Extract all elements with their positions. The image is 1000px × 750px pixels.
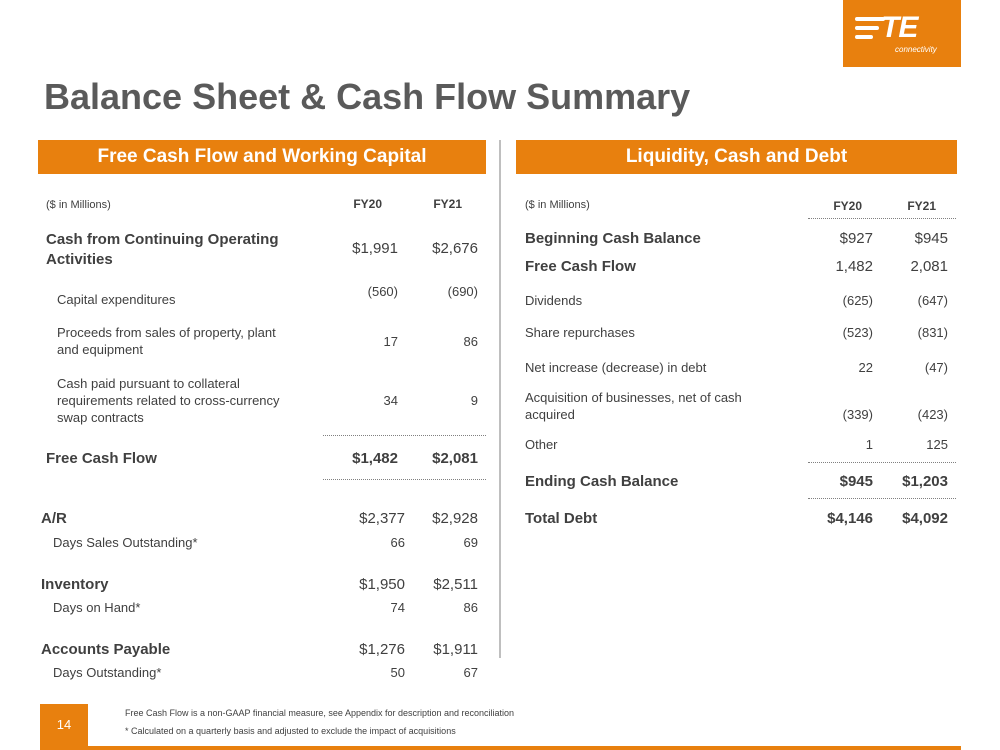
cfo-fy20: $1,991	[352, 240, 398, 257]
ap-label: Accounts Payable	[41, 641, 171, 658]
footnote-1: Free Cash Flow is a non-GAAP financial measure, see Appendix for description and reconciliation	[125, 708, 515, 718]
dpo-fy20: 50	[390, 665, 405, 680]
doh-fy21: 86	[463, 600, 478, 615]
ap-fy21: $1,911	[433, 641, 478, 658]
repurchases-fy21: (831)	[917, 325, 948, 340]
proceeds-label-1: Proceeds from sales of property, plant	[57, 325, 276, 340]
right-rule-2	[808, 462, 956, 463]
collateral-label-3: swap contracts	[57, 410, 144, 425]
page-number: 14	[40, 704, 88, 746]
debt-change-fy20: 22	[858, 360, 873, 375]
left-rule-1	[323, 435, 486, 436]
ap-fy20: $1,276	[359, 641, 405, 658]
column-divider	[499, 140, 501, 658]
proceeds-label-2: and equipment	[57, 342, 144, 357]
ending-label: Ending Cash Balance	[525, 473, 679, 490]
te-connectivity-logo	[843, 0, 961, 67]
dso-label: Days Sales Outstanding*	[53, 535, 198, 550]
footnote-2: * Calculated on a quarterly basis and adjusted to exclude the impact of acquisitions	[125, 726, 456, 736]
capex-fy20: (560)	[367, 284, 398, 299]
doh-fy20: 74	[390, 600, 405, 615]
cfo-label-2: Activities	[46, 251, 113, 268]
footer-accent-bar	[40, 746, 961, 750]
dso-fy21: 69	[463, 535, 478, 550]
right-units: ($ in Millions)	[525, 199, 590, 211]
right-fcf-label: Free Cash Flow	[525, 258, 636, 275]
doh-label: Days on Hand*	[53, 600, 141, 615]
logo-subtitle: connectivity	[895, 45, 937, 54]
fcf-fy21: $2,081	[432, 450, 478, 467]
cfo-label-1: Cash from Continuing Operating	[46, 231, 279, 248]
left-units: ($ in Millions)	[46, 199, 111, 211]
acquisitions-label-2: acquired	[525, 407, 575, 422]
proceeds-fy20: 17	[383, 334, 398, 349]
capex-label: Capital expenditures	[57, 292, 176, 307]
right-fcf-fy21: 2,081	[910, 258, 948, 275]
fcf-label: Free Cash Flow	[46, 450, 157, 467]
other-fy21: 125	[926, 437, 948, 452]
total-debt-fy21: $4,092	[902, 510, 948, 527]
inventory-fy21: $2,511	[433, 576, 478, 593]
repurchases-label: Share repurchases	[525, 325, 635, 340]
right-rule-1	[808, 218, 956, 219]
ar-fy21: $2,928	[432, 510, 478, 527]
logo-mark: TE	[881, 11, 918, 44]
debt-change-fy21: (47)	[924, 360, 948, 375]
left-rule-2	[323, 479, 486, 480]
page-title: Balance Sheet & Cash Flow Summary	[44, 76, 691, 117]
capex-fy21: (690)	[447, 284, 478, 299]
beginning-fy21: $945	[914, 230, 948, 247]
dividends-label: Dividends	[525, 293, 583, 308]
total-debt-label: Total Debt	[525, 510, 598, 527]
ar-label: A/R	[41, 510, 67, 527]
inventory-fy20: $1,950	[359, 576, 405, 593]
acquisitions-label-1: Acquisition of businesses, net of cash	[525, 390, 742, 405]
ending-fy21: $1,203	[902, 473, 948, 490]
dividends-fy20: (625)	[842, 293, 873, 308]
left-section-header: Free Cash Flow and Working Capital	[38, 140, 486, 174]
proceeds-fy21: 86	[463, 334, 478, 349]
left-col-fy21: FY21	[433, 197, 462, 211]
collateral-fy20: 34	[383, 393, 398, 408]
right-fcf-fy20: 1,482	[835, 258, 873, 275]
acquisitions-fy20: (339)	[842, 407, 873, 422]
left-col-fy20: FY20	[353, 197, 382, 211]
other-label: Other	[525, 437, 558, 452]
collateral-label-2: requirements related to cross-currency	[57, 393, 280, 408]
ar-fy20: $2,377	[359, 510, 405, 527]
dividends-fy21: (647)	[917, 293, 948, 308]
inventory-label: Inventory	[41, 576, 109, 593]
collateral-fy21: 9	[470, 393, 478, 408]
total-debt-fy20: $4,146	[827, 510, 873, 527]
acquisitions-fy21: (423)	[917, 407, 948, 422]
fcf-fy20: $1,482	[352, 450, 398, 467]
ending-fy20: $945	[839, 473, 873, 490]
beginning-label: Beginning Cash Balance	[525, 230, 701, 247]
right-col-fy21: FY21	[907, 199, 936, 213]
cfo-fy21: $2,676	[432, 240, 478, 257]
dpo-fy21: 67	[463, 665, 478, 680]
dso-fy20: 66	[390, 535, 405, 550]
repurchases-fy20: (523)	[842, 325, 873, 340]
collateral-label-1: Cash paid pursuant to collateral	[57, 376, 240, 391]
beginning-fy20: $927	[839, 230, 873, 247]
right-section-header: Liquidity, Cash and Debt	[516, 140, 957, 174]
dpo-label: Days Outstanding*	[53, 665, 162, 680]
right-rule-3	[808, 498, 956, 499]
other-fy20: 1	[865, 437, 873, 452]
debt-change-label: Net increase (decrease) in debt	[525, 360, 707, 375]
right-col-fy20: FY20	[833, 199, 862, 213]
